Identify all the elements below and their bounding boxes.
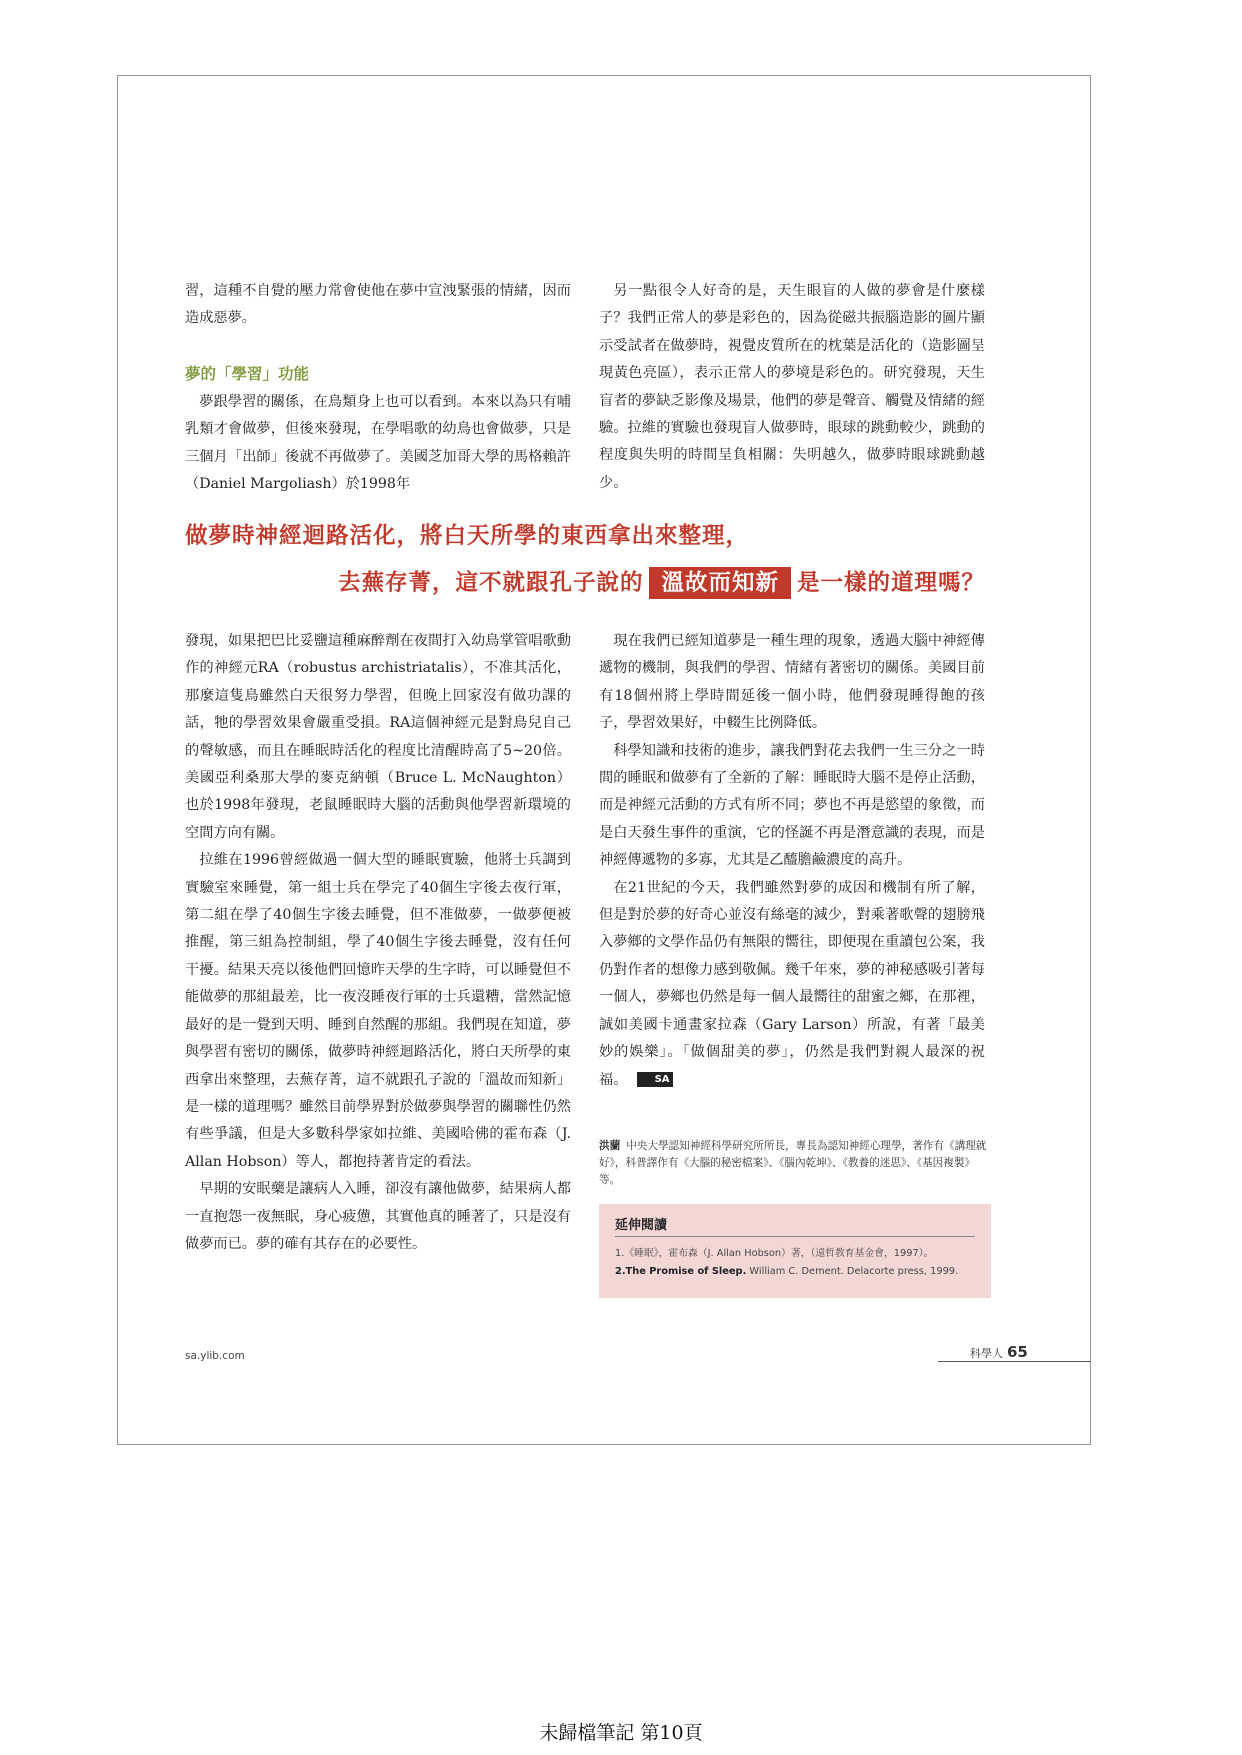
bottom-right-column [599,628,985,1094]
paragraph: 發現，如果把巴比妥鹽這種麻醉劑在夜間打入幼鳥掌管唱歌動作的神經元RA（robustus archistriatalis），不准其活化，那麼這隻鳥雖然白天很努力學習，但晚上回家沒有做功課的話，牠的學習效果會嚴重受損。RA這個神經元是對鳥兒自己的聲敏感，而且在睡眠時活化的程度比清醒時高了5~20倍。美國亞利桑那大學的麥克納頓（Bruce L. McNaughton）也於1998年發現，老鼠睡眠時大腦的活動與他學習新環境的空間方向有關。 [185,633,571,841]
author-bio [599,1138,989,1189]
end-mark-icon: SA [637,1072,672,1087]
paragraph: 現在我們已經知道夢是一種生理的現象，透過大腦中神經傳遞物的機制，與我們的學習、情緒有著密切的關係。美國目前有18個州將上學時間延後一個小時，他們發現睡得飽的孩子，學習效果好，中輟生比例降低。 [599,633,985,732]
reading-item: 1.《睡眠》，霍布森（J. Allan Hobson）著，（遠哲教育基金會，1997）。 [615,1248,934,1259]
page-number: 65 [1007,1343,1028,1361]
page-caption: 未歸檔筆記 第10頁 [539,1722,703,1744]
further-reading-title: 延伸閱讀 [615,1214,975,1237]
magazine-name: 科學人 [970,1347,1003,1360]
pull-quote-line2 [338,565,985,601]
paragraph: 另一點很令人好奇的是，天生眼盲的人做的夢會是什麼樣子？我們正常人的夢是彩色的，因為從磁共振腦造影的圖片顯示受試者在做夢時，視覺皮質所在的枕葉是活化的（造影圖呈現黃色亮區），表示正常人的夢境是彩色的。研究發現，天生盲者的夢缺乏影像及場景，他們的夢是聲音、觸覺及情緒的經驗。拉維的實驗也發現盲人做夢時，眼球的跳動較少，跳動的程度與失明的時間呈負相關：失明越久，做夢時眼球跳動越少。 [599,283,985,491]
footer-rule [938,1361,1091,1362]
paragraph: 夢跟學習的關係，在鳥類身上也可以看到。本來以為只有哺乳類才會做夢，但後來發現，在學唱歌的幼鳥也會做夢，只是三個月「出師」後就不再做夢了。美國芝加哥大學的馬格賴許（Daniel Margoliash）於1998年 [185,393,571,493]
pull-quote-line1: 做夢時神經迴路活化，將白天所學的東西拿出來整理， [185,523,750,549]
paragraph: 早期的安眠藥是讓病人入睡，卻沒有讓他做夢，結果病人都一直抱怨一夜無眠，身心疲憊，其實他真的睡著了，只是沒有做夢而已。夢的確有其存在的必要性。 [185,1181,571,1252]
further-reading-box [599,1204,991,1298]
paragraph-text: 在21世紀的今天，我們雖然對夢的成因和機制有所了解，但是對於夢的好奇心並沒有絲毫的減少，對乘著歌聲的翅膀飛入夢鄉的文學作品仍有無限的嚮往，即便現在重讀包公案，我仍對作者的想像力感到敬佩。幾千年來，夢的神秘感吸引著每一個人，夢鄉也仍然是每一個人最嚮往的甜蜜之鄉，在那裡，誠如美國卡通畫家拉森（Gary Larson）所說，有著「最美妙的娛樂」。「做個甜美的夢」，仍然是我們對親人最深的祝福。 [599,879,985,1088]
paragraph: 科學知識和技術的進步，讓我們對花去我們一生三分之一時間的睡眠和做夢有了全新的了解：睡眠時大腦不是停止活動，而是神經元活動的方式有所不同；夢也不再是慾望的象徵，而是白天發生事件的重演，它的怪誕不再是潛意識的表現，而是神經傳遞物的多寡，尤其是乙醯膽鹼濃度的高升。 [599,742,985,869]
footer-page [970,1343,1028,1361]
bottom-left-column [185,628,571,1258]
paragraph: 習，這種不自覺的壓力常會使他在夢中宣洩緊張的情緒，因而造成惡夢。 [185,283,571,327]
footer-url: sa.ylib.com [185,1350,245,1362]
author-bio-text: 中央大學認知神經科學研究所所長，專長為認知神經心理學，著作有《講理就好》，科普譯作有《大腦的秘密檔案》、《腦內乾坤》、《教養的迷思》、《基因複製》等。 [599,1140,987,1186]
reading-item-text: William C. Dement. Delacorte press, 1999. [746,1266,959,1277]
pull-quote-highlight: 溫故而知新 [649,567,791,599]
reading-item [615,1263,975,1281]
pull-quote-text: 是一樣的道理嗎？ [796,570,985,596]
top-right-column [599,278,985,497]
paragraph: 拉維在1996曾經做過一個大型的睡眠實驗，他將士兵調到實驗室來睡覺，第一組士兵在學完了40個生字後去夜行軍，第二組在學了40個生字後去睡覺，但不准做夢，一做夢便被推醒，第三組為控制組，學了40個生字後去睡覺，沒有任何干擾。結果天亮以後他們回憶昨天學的生字時，可以睡覺但不能做夢的那組最差，比一夜沒睡夜行軍的士兵還糟，當然記憶最好的是一覺到天明、睡到自然醒的那組。我們現在知道，夢與學習有密切的關係，做夢時神經迴路活化，將白天所學的東西拿出來整理，去蕪存菁，這不就跟孔子說的「溫故而知新」是一樣的道理嗎？雖然目前學界對於做夢與學習的關聯性仍然有些爭議，但是大多數科學家如拉維、美國哈佛的霍布森（J. Allan Hobson）等人，都抱持著肯定的看法。 [185,852,571,1170]
reading-item-title: 2.The Promise of Sleep. [615,1266,747,1277]
pull-quote-text: 去蕪存菁，這不就跟孔子說的 [337,570,644,596]
top-left-column [185,278,571,498]
paragraph [599,875,985,1094]
author-name: 洪蘭 [599,1140,621,1152]
section-heading: 夢的「學習」功能 [185,364,310,383]
